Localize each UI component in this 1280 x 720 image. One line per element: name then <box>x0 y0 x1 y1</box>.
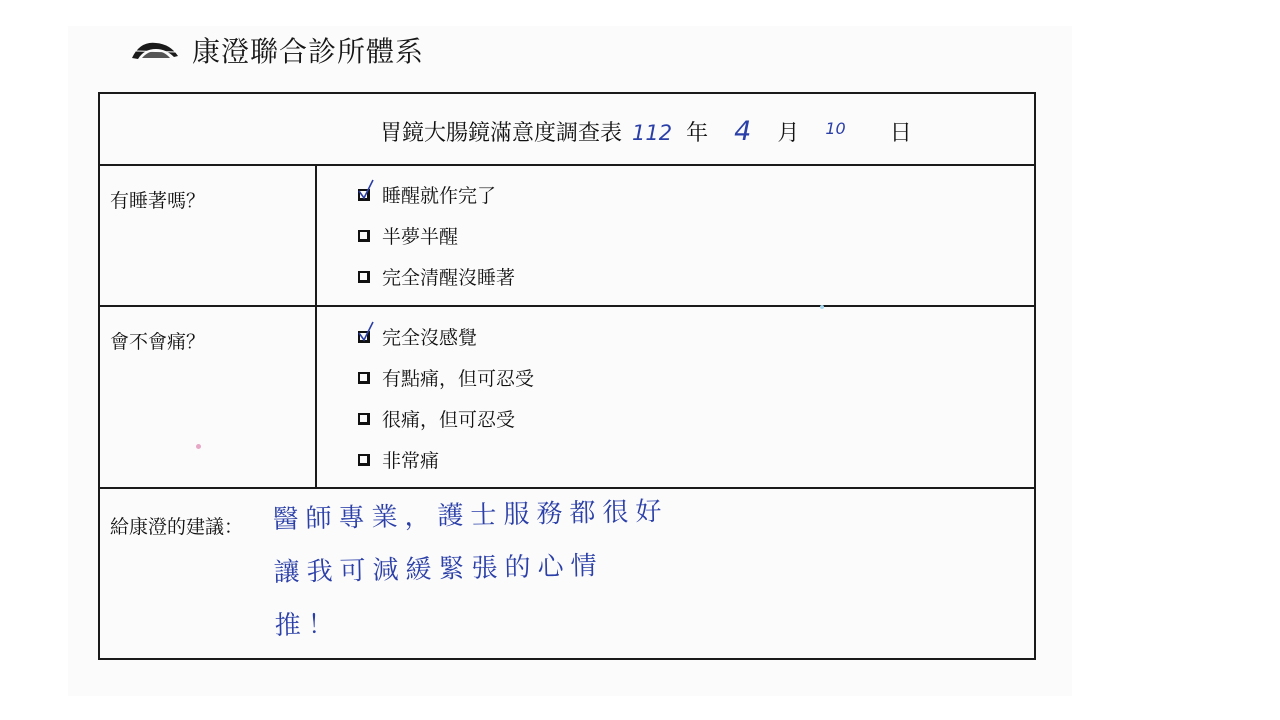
org-header <box>130 30 424 70</box>
date-day-value: 10 <box>825 119 846 138</box>
option-pain-2[interactable] <box>358 357 534 398</box>
checkbox-checked[interactable] <box>358 189 370 201</box>
date-year-label: 年 <box>686 121 709 146</box>
option-sleep-3[interactable] <box>358 256 515 297</box>
checkbox[interactable] <box>358 413 370 425</box>
form-title-row <box>380 116 912 147</box>
question-pain-options <box>358 316 534 480</box>
date-month-value: 4 <box>734 116 752 147</box>
option-pain-3[interactable] <box>358 398 534 439</box>
fan-logo-icon <box>130 39 180 61</box>
option-pain-1[interactable] <box>358 316 534 357</box>
checkbox[interactable] <box>358 372 370 384</box>
checkbox[interactable] <box>358 454 370 466</box>
checkbox[interactable] <box>358 230 370 242</box>
option-label: 完全清醒沒睡著 <box>382 267 516 289</box>
column-divider <box>315 164 317 488</box>
date-year-value: 112 <box>632 121 673 145</box>
question-pain-label: 會不會痛？ <box>110 331 206 353</box>
suggestion-handwriting <box>272 486 671 653</box>
option-label: 非常痛 <box>382 450 440 472</box>
option-label: 很痛，但可忍受 <box>382 409 516 431</box>
handwriting-line: 推！ <box>274 609 342 641</box>
option-label: 睡醒就作完了 <box>382 185 497 207</box>
suggestion-label: 給康澄的建議： <box>110 516 244 538</box>
checkbox[interactable] <box>358 271 370 283</box>
ink-speck <box>196 444 201 449</box>
handwriting-line: 讓我可減緩緊張的心情 <box>273 551 604 588</box>
option-sleep-2[interactable] <box>358 215 515 256</box>
option-pain-4[interactable] <box>358 439 534 480</box>
question-sleep-label: 有睡著嗎？ <box>110 190 206 212</box>
option-label: 完全沒感覺 <box>382 327 478 349</box>
check-mark-icon <box>358 179 376 201</box>
option-sleep-1[interactable] <box>358 174 515 215</box>
divider-q1 <box>100 305 1034 307</box>
checkbox-checked[interactable] <box>358 331 370 343</box>
survey-form <box>98 92 1036 660</box>
check-mark-icon <box>358 321 376 343</box>
org-name: 康澄聯合診所體系 <box>192 35 425 68</box>
date-month-label: 月 <box>777 121 800 146</box>
form-title: 胃鏡大腸鏡滿意度調查表 <box>380 121 623 146</box>
option-label: 有點痛，但可忍受 <box>382 368 535 390</box>
ink-speck <box>820 305 824 309</box>
date-day-label: 日 <box>889 121 912 146</box>
option-label: 半夢半醒 <box>382 226 459 248</box>
question-sleep-options <box>358 174 515 297</box>
handwriting-line: 醫師專業，護士服務都很好 <box>272 496 669 535</box>
divider-title <box>100 164 1034 166</box>
